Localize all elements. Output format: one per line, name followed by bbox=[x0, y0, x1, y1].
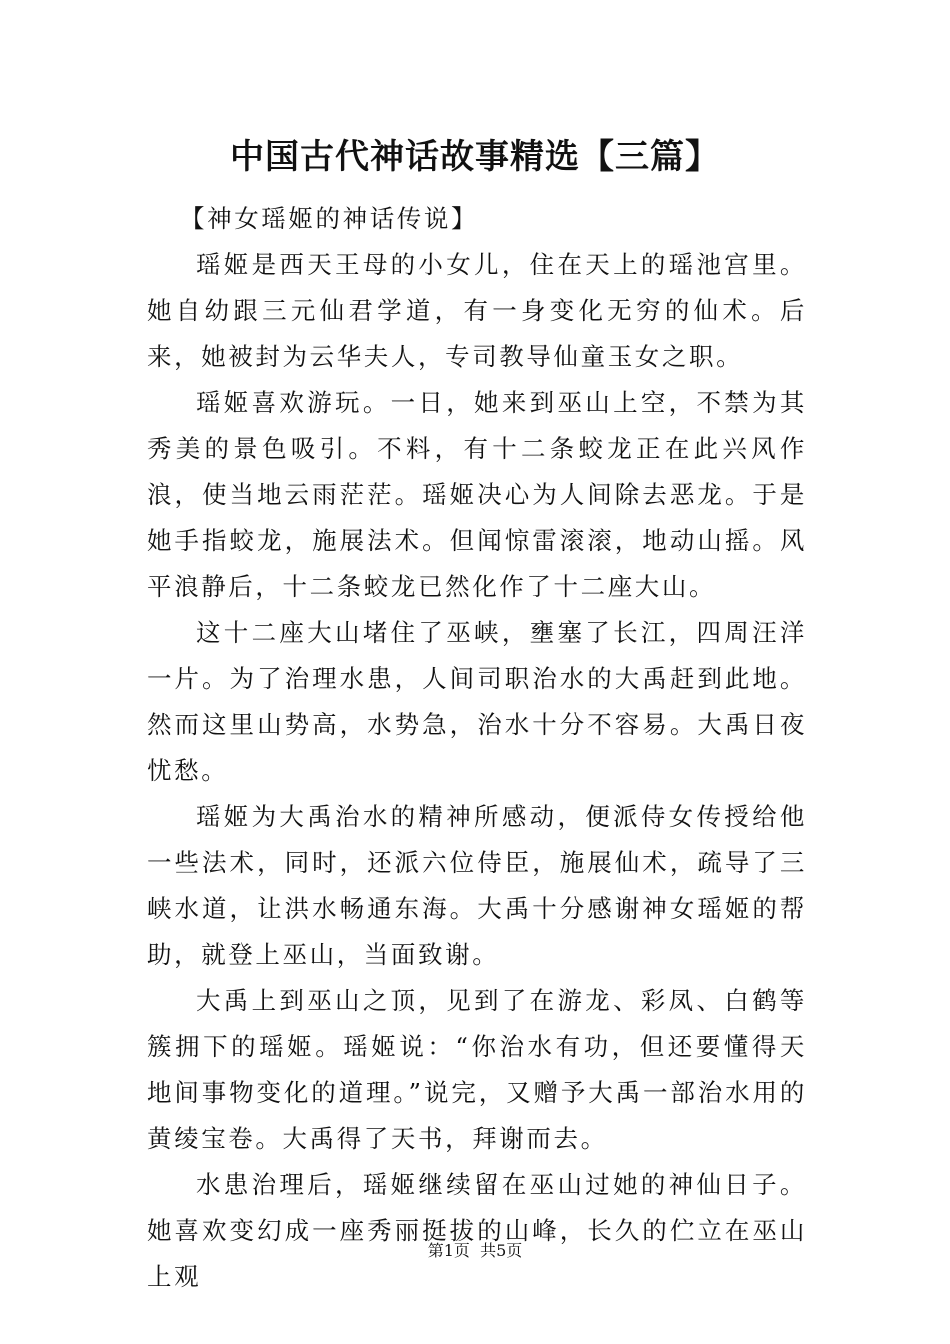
page-number-label: 第1页 共5页 bbox=[427, 1241, 523, 1260]
document-title: 中国古代神话故事精选【三篇】 bbox=[230, 137, 720, 177]
paragraph: 瑶姬为大禹治水的精神所感动，便派侍女传授给他一些法术，同时，还派六位侍臣，施展仙术，疏导了三峡水道，让洪水畅通东海。大禹十分感谢神女瑶姬的帮助，就登上巫山，当面致谢。 bbox=[147, 802, 807, 969]
document-body bbox=[147, 196, 807, 1300]
paragraph: 大禹上到巫山之顶，见到了在游龙、彩凤、白鹤等簇拥下的瑶姬。瑶姬说：“你治水有功，但还要懂得天地间事物变化的道理。”说完，又赠予大禹一部治水用的黄绫宝卷。大禹得了天书，拜谢而去。 bbox=[147, 986, 807, 1153]
paragraph: 这十二座大山堵住了巫峡，壅塞了长江，四周汪洋一片。为了治理水患，人间司职治水的大禹赶到此地。然而这里山势高，水势急，治水十分不容易。大禹日夜忧愁。 bbox=[147, 618, 807, 785]
paragraph: 瑶姬喜欢游玩。一日，她来到巫山上空，不禁为其秀美的景色吸引。不料，有十二条蛟龙正在此兴风作浪，使当地云雨茫茫。瑶姬决心为人间除去恶龙。于是她手指蛟龙，施展法术。但闻惊雷滚滚，地动山摇。风平浪静后，十二条蛟龙已然化作了十二座大山。 bbox=[147, 388, 807, 601]
page-footer bbox=[0, 1240, 950, 1262]
paragraph: 瑶姬是西天王母的小女儿，住在天上的瑶池宫里。她自幼跟三元仙君学道，有一身变化无穷的仙术。后来，她被封为云华夫人，专司教导仙童玉女之职。 bbox=[147, 250, 807, 371]
section-heading: 【神女瑶姬的神话传说】 bbox=[180, 204, 479, 233]
paragraph: 水患治理后，瑶姬继续留在巫山过她的神仙日子。她喜欢变幻成一座秀丽挺拔的山峰，长久的伫立在巫山上观 bbox=[147, 1170, 807, 1291]
